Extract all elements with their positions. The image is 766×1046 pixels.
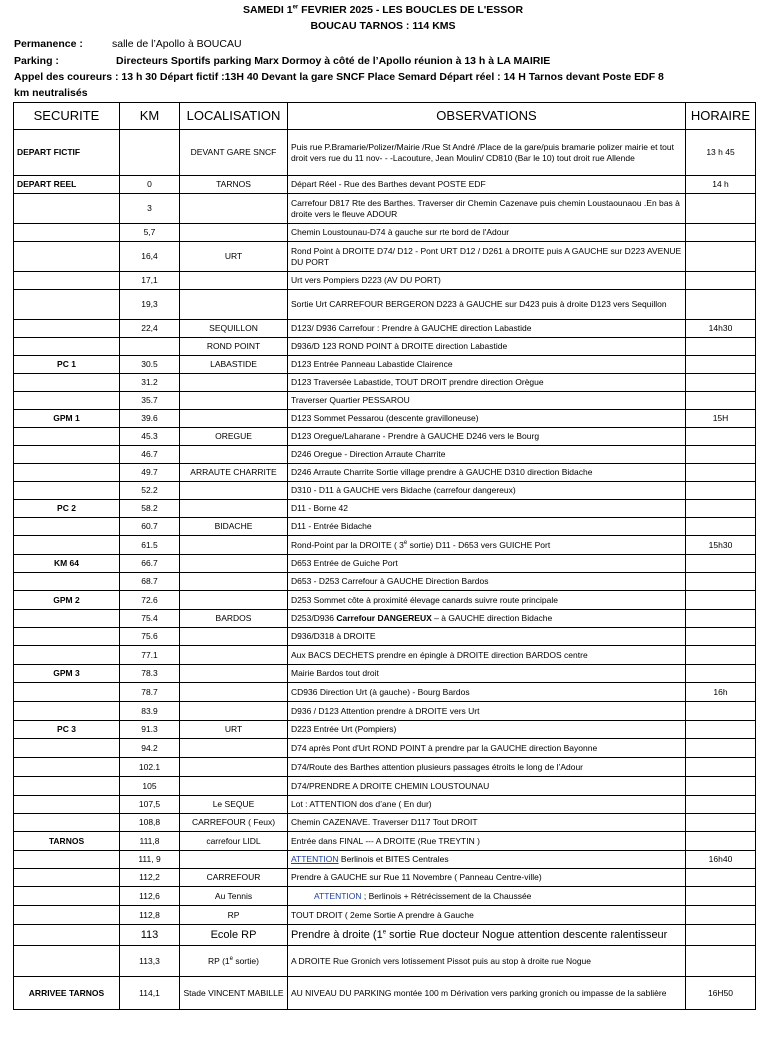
km-cell: 105 [120, 777, 180, 796]
securite-cell [14, 573, 120, 591]
securite-cell [14, 851, 120, 869]
table-row [14, 739, 756, 758]
observations-cell: D74/PRENDRE A DROITE CHEMIN LOUSTOUNAU [288, 777, 686, 796]
table-row [14, 320, 756, 338]
table-row [14, 628, 756, 646]
securite-cell [14, 224, 120, 242]
securite-cell [14, 628, 120, 646]
securite-cell [14, 869, 120, 887]
table-row [14, 374, 756, 392]
securite-cell [14, 464, 120, 482]
observations-cell [288, 536, 686, 555]
observation-text: – à GAUCHE direction Bidache [431, 613, 553, 624]
localisation-cell: ROND POINT [180, 338, 288, 356]
observation-text: Prendre à droite (1 [291, 928, 383, 941]
km-cell: 5,7 [120, 224, 180, 242]
securite-cell [14, 739, 120, 758]
observations-cell: Mairie Bardos tout droit [288, 665, 686, 683]
horaire-cell [686, 194, 756, 224]
observation-text: sortie) D11 - D653 vers GUICHE Port [407, 539, 551, 550]
horaire-cell [686, 242, 756, 272]
km-cell [120, 338, 180, 356]
horaire-cell [686, 906, 756, 925]
observations-cell: D123/ D936 Carrefour : Prendre à GAUCHE direction Labastide [288, 320, 686, 338]
table-header-row [14, 103, 756, 130]
table-row [14, 851, 756, 869]
securite-cell [14, 392, 120, 410]
observations-cell: D123 Traversée Labastide, TOUT DROIT prendre direction Orègue [288, 374, 686, 392]
horaire-cell [686, 446, 756, 464]
observations-cell: D936/D318 à DROITE [288, 628, 686, 646]
localisation-cell [180, 777, 288, 796]
km-cell: 31.2 [120, 374, 180, 392]
table-body [14, 130, 756, 1010]
km-cell: 61.5 [120, 536, 180, 555]
localisation-cell [180, 573, 288, 591]
observations-cell: D246 Oregue - Direction Arraute Charrite [288, 446, 686, 464]
appel-line: Appel des coureurs : 13 h 30 Départ fictif :13H 40 Devant la gare SNCF Place Semard Départ réel : 14 H Tarnos devant Poste EDF 8 [14, 71, 664, 83]
localisation-text: sortie) [232, 955, 259, 966]
securite-cell: GPM 2 [14, 591, 120, 610]
horaire-cell [686, 777, 756, 796]
localisation-cell: BARDOS [180, 610, 288, 628]
observations-cell [288, 851, 686, 869]
horaire-cell [686, 518, 756, 536]
horaire-cell [686, 591, 756, 610]
localisation-cell [180, 739, 288, 758]
ordinal-suffix: e [403, 539, 408, 546]
observations-cell: D653 - D253 Carrefour à GAUCHE Direction Bardos [288, 573, 686, 591]
localisation-cell [180, 410, 288, 428]
table-row [14, 272, 756, 290]
km-cell: 113,3 [120, 946, 180, 977]
table-row [14, 536, 756, 555]
observations-cell: D936 / D123 Attention prendre à DROITE vers Urt [288, 702, 686, 721]
km-cell: 3 [120, 194, 180, 224]
localisation-cell [180, 392, 288, 410]
horaire-cell [686, 464, 756, 482]
observations-cell: Puis rue P.Bramarie/Polizer/Mairie /Rue St André /Place de la gare/puis bramarie polizer mairie et tout droit vers rue du 11 nov- - -Lacouture, Jean Moulin/ CD810 (Bar le 10) tout droit rue Allende [288, 130, 686, 176]
table-row [14, 777, 756, 796]
securite-cell [14, 446, 120, 464]
horaire-cell [686, 272, 756, 290]
observation-text: sortie Rue docteur Nogue attention descente ralentisseur [386, 928, 668, 941]
km-cell: 75.4 [120, 610, 180, 628]
localisation-cell: Ecole RP [180, 925, 288, 946]
horaire-cell [686, 573, 756, 591]
localisation-cell: URT [180, 721, 288, 739]
horaire-cell: 16h40 [686, 851, 756, 869]
km-cell: 112,6 [120, 887, 180, 906]
horaire-cell [686, 610, 756, 628]
observations-cell: D253 Sommet côte à proximité élevage canards suivre route principale [288, 591, 686, 610]
observation-text: Rond-Point par la DROITE ( 3 [291, 539, 404, 550]
observations-cell: D11 - Borne 42 [288, 500, 686, 518]
securite-cell: PC 3 [14, 721, 120, 739]
permanence-label: Permanence : [14, 38, 83, 50]
km-cell: 45.3 [120, 428, 180, 446]
horaire-cell: 15h30 [686, 536, 756, 555]
horaire-cell [686, 374, 756, 392]
km-cell: 0 [120, 176, 180, 194]
permanence-line [14, 38, 242, 50]
table-row [14, 814, 756, 832]
observations-cell: Entrée dans FINAL --- A DROITE (Rue TREYTIN ) [288, 832, 686, 851]
localisation-cell: Au Tennis [180, 887, 288, 906]
km-cell: 35.7 [120, 392, 180, 410]
observations-cell [288, 925, 686, 946]
observation-text: ; Berlinois + Rétrécissement de la Chaussée [361, 890, 532, 901]
km-cell: 75.6 [120, 628, 180, 646]
localisation-cell: ARRAUTE CHARRITE [180, 464, 288, 482]
observations-cell: AU NIVEAU DU PARKING montée 100 m Dérivation vers parking gronich ou impasse de la sablière [288, 977, 686, 1010]
permanence-value: salle de l’Apollo à BOUCAU [112, 38, 242, 50]
table-row [14, 758, 756, 777]
localisation-cell [180, 555, 288, 573]
km-cell: 114,1 [120, 977, 180, 1010]
horaire-cell [686, 290, 756, 320]
observations-cell: D653 Entrée de Guiche Port [288, 555, 686, 573]
horaire-cell [686, 702, 756, 721]
km-cell: 78.7 [120, 683, 180, 702]
table-row [14, 906, 756, 925]
km-cell: 68.7 [120, 573, 180, 591]
horaire-cell [686, 392, 756, 410]
securite-cell [14, 320, 120, 338]
localisation-cell [180, 946, 288, 977]
table-row [14, 610, 756, 628]
observations-cell [288, 610, 686, 628]
securite-cell [14, 482, 120, 500]
km-cell: 94.2 [120, 739, 180, 758]
observations-cell: D123 Sommet Pessarou (descente gravilloneuse) [288, 410, 686, 428]
localisation-cell: RP [180, 906, 288, 925]
observations-cell: Lot : ATTENTION dos d’ane ( En dur) [288, 796, 686, 814]
header-observations: OBSERVATIONS [288, 103, 686, 130]
observations-cell: D74 après Pont d'Urt ROND POINT à prendre par la GAUCHE direction Bayonne [288, 739, 686, 758]
km-cell: 111,8 [120, 832, 180, 851]
securite-cell [14, 777, 120, 796]
horaire-cell [686, 721, 756, 739]
localisation-cell [180, 591, 288, 610]
table-row [14, 356, 756, 374]
localisation-text: RP (1 [208, 955, 230, 966]
securite-cell [14, 702, 120, 721]
horaire-cell: 13 h 45 [686, 130, 756, 176]
horaire-cell [686, 356, 756, 374]
horaire-cell: 15H [686, 410, 756, 428]
table-row [14, 946, 756, 977]
securite-cell [14, 518, 120, 536]
km-cell: 17,1 [120, 272, 180, 290]
observations-cell: Sortie Urt CARREFOUR BERGERON D223 à GAUCHE sur D423 puis à droite D123 vers Sequillon [288, 290, 686, 320]
km-cell: 52.2 [120, 482, 180, 500]
localisation-cell [180, 628, 288, 646]
horaire-cell [686, 796, 756, 814]
localisation-cell: OREGUE [180, 428, 288, 446]
observations-cell: Urt vers Pompiers D223 (AV DU PORT) [288, 272, 686, 290]
localisation-cell: CARREFOUR ( Feux) [180, 814, 288, 832]
km-cell: 78.3 [120, 665, 180, 683]
horaire-cell: 14 h [686, 176, 756, 194]
parking-label: Parking : [14, 55, 59, 67]
localisation-cell [180, 536, 288, 555]
km-cell: 66.7 [120, 555, 180, 573]
km-cell: 112,2 [120, 869, 180, 887]
securite-cell [14, 683, 120, 702]
localisation-cell [180, 851, 288, 869]
observations-cell: Chemin CAZENAVE. Traverser D117 Tout DROIT [288, 814, 686, 832]
table-row [14, 683, 756, 702]
horaire-cell [686, 428, 756, 446]
horaire-cell: 14h30 [686, 320, 756, 338]
km-cell: 49.7 [120, 464, 180, 482]
horaire-cell [686, 869, 756, 887]
securite-cell [14, 796, 120, 814]
securite-cell [14, 374, 120, 392]
header-horaire: HORAIRE [686, 103, 756, 130]
table-row [14, 925, 756, 946]
km-cell: 113 [120, 925, 180, 946]
km-cell: 112,8 [120, 906, 180, 925]
table-row [14, 796, 756, 814]
horaire-cell [686, 646, 756, 665]
observations-cell: D310 - D11 à GAUCHE vers Bidache (carrefour dangereux) [288, 482, 686, 500]
horaire-cell [686, 338, 756, 356]
km-cell: 30.5 [120, 356, 180, 374]
table-row [14, 646, 756, 665]
observations-cell: D246 Arraute Charrite Sortie village prendre à GAUCHE D310 direction Bidache [288, 464, 686, 482]
observations-cell: D123 Entrée Panneau Labastide Clairence [288, 356, 686, 374]
page-subtitle: BOUCAU TARNOS : 114 KMS [310, 20, 456, 32]
localisation-cell [180, 290, 288, 320]
km-cell: 46.7 [120, 446, 180, 464]
table-row [14, 242, 756, 272]
table-row [14, 887, 756, 906]
observation-text: Berlinois et BITES Centrales [338, 854, 449, 865]
localisation-cell: carrefour LIDL [180, 832, 288, 851]
localisation-cell [180, 224, 288, 242]
km-cell: 19,3 [120, 290, 180, 320]
km-cell: 91.3 [120, 721, 180, 739]
securite-cell [14, 338, 120, 356]
table-row [14, 702, 756, 721]
localisation-cell: Stade VINCENT MABILLE [180, 977, 288, 1010]
securite-cell [14, 814, 120, 832]
localisation-cell [180, 702, 288, 721]
securite-cell: ARRIVEE TARNOS [14, 977, 120, 1010]
horaire-cell [686, 758, 756, 777]
km-cell: 22,4 [120, 320, 180, 338]
table-row [14, 338, 756, 356]
observations-cell: Aux BACS DECHETS prendre en épingle à DROITE direction BARDOS centre [288, 646, 686, 665]
observations-cell: D223 Entrée Urt (Pompiers) [288, 721, 686, 739]
header-km: KM [120, 103, 180, 130]
table-row [14, 410, 756, 428]
observations-cell: Traverser Quartier PESSAROU [288, 392, 686, 410]
horaire-cell [686, 628, 756, 646]
observations-cell: A DROITE Rue Gronich vers lotissement Pissot puis au stop à droite rue Nogue [288, 946, 686, 977]
km-cell: 16,4 [120, 242, 180, 272]
table-row [14, 194, 756, 224]
localisation-cell [180, 500, 288, 518]
securite-cell [14, 610, 120, 628]
localisation-cell [180, 272, 288, 290]
table-row [14, 721, 756, 739]
table-row [14, 446, 756, 464]
localisation-cell: CARREFOUR [180, 869, 288, 887]
observations-cell: Départ Réel - Rue des Barthes devant POSTE EDF [288, 176, 686, 194]
localisation-cell [180, 374, 288, 392]
km-cell [120, 130, 180, 176]
parking-value: Directeurs Sportifs parking Marx Dormoy à côté de l’Apollo réunion à 13 h à LA MAIRIE [116, 55, 551, 67]
securite-cell: PC 1 [14, 356, 120, 374]
page-title: SAMEDI 1er FEVRIER 2025 - LES BOUCLES DE L'ESSOR [242, 4, 524, 16]
observations-cell [288, 887, 686, 906]
attention-text: ATTENTION [314, 890, 362, 901]
horaire-cell [686, 500, 756, 518]
securite-cell [14, 887, 120, 906]
km-cell: 72.6 [120, 591, 180, 610]
securite-cell: DEPART REEL [14, 176, 120, 194]
table-row [14, 130, 756, 176]
localisation-cell [180, 646, 288, 665]
localisation-cell: Le SEQUE [180, 796, 288, 814]
km-cell: 60.7 [120, 518, 180, 536]
securite-cell [14, 428, 120, 446]
securite-cell: TARNOS [14, 832, 120, 851]
horaire-cell [686, 224, 756, 242]
localisation-cell [180, 194, 288, 224]
table-row [14, 428, 756, 446]
observations-cell: D74/Route des Barthes attention plusieurs passages étroits le long de l’Adour [288, 758, 686, 777]
localisation-cell [180, 758, 288, 777]
danger-text: Carrefour DANGEREUX [336, 613, 432, 624]
securite-cell [14, 946, 120, 977]
securite-cell: PC 2 [14, 500, 120, 518]
securite-cell: DEPART FICTIF [14, 130, 120, 176]
observations-cell: CD936 Direction Urt (à gauche) - Bourg Bardos [288, 683, 686, 702]
horaire-cell: 16H50 [686, 977, 756, 1010]
table-row [14, 832, 756, 851]
horaire-cell [686, 739, 756, 758]
localisation-cell: URT [180, 242, 288, 272]
ordinal-suffix: e [382, 929, 387, 936]
km-cell: 107,5 [120, 796, 180, 814]
km-cell: 111, 9 [120, 851, 180, 869]
observations-cell: Carrefour D817 Rte des Barthes. Traverser dir Chemin Cazenave puis chemin Loustaounaou .En bas à droite vers le fleuve ADOUR [288, 194, 686, 224]
km-cell: 108,8 [120, 814, 180, 832]
observation-text: D253/D936 [291, 613, 337, 624]
horaire-cell [686, 887, 756, 906]
horaire-cell [686, 946, 756, 977]
observations-cell: D936/D 123 ROND POINT à DROITE direction Labastide [288, 338, 686, 356]
header-securite: SECURITE [14, 103, 120, 130]
table-row [14, 977, 756, 1010]
table-row [14, 555, 756, 573]
table-row [14, 392, 756, 410]
horaire-cell [686, 832, 756, 851]
localisation-cell [180, 665, 288, 683]
observations-cell: Rond Point à DROITE D74/ D12 - Pont URT D12 / D261 à DROITE puis A GAUCHE sur D223 AVENUE DU PORT [288, 242, 686, 272]
observations-cell: Prendre à GAUCHE sur Rue 11 Novembre ( Panneau Centre-ville) [288, 869, 686, 887]
table-row [14, 500, 756, 518]
localisation-cell: BIDACHE [180, 518, 288, 536]
localisation-cell: DEVANT GARE SNCF [180, 130, 288, 176]
horaire-cell [686, 482, 756, 500]
securite-cell [14, 272, 120, 290]
securite-cell [14, 536, 120, 555]
horaire-cell [686, 555, 756, 573]
horaire-cell [686, 925, 756, 946]
observations-cell: D11 - Entrée Bidache [288, 518, 686, 536]
observations-cell: Chemin Loustounau-D74 à gauche sur rte bord de l'Adour [288, 224, 686, 242]
km-cell: 102.1 [120, 758, 180, 777]
table-row [14, 176, 756, 194]
securite-cell: KM 64 [14, 555, 120, 573]
km-cell: 39.6 [120, 410, 180, 428]
table-row [14, 591, 756, 610]
table-row [14, 518, 756, 536]
securite-cell [14, 906, 120, 925]
horaire-cell [686, 814, 756, 832]
observations-cell: TOUT DROIT ( 2eme Sortie A prendre à Gauche [288, 906, 686, 925]
parking-line [14, 55, 551, 67]
table-row [14, 290, 756, 320]
securite-cell [14, 194, 120, 224]
securite-cell [14, 242, 120, 272]
table-row [14, 573, 756, 591]
table-row [14, 224, 756, 242]
localisation-cell: LABASTIDE [180, 356, 288, 374]
km-cell: 83.9 [120, 702, 180, 721]
neutralises-line: km neutralisés [14, 87, 88, 99]
itinerary-table [13, 102, 756, 1010]
header-localisation: LOCALISATION [180, 103, 288, 130]
localisation-cell: TARNOS [180, 176, 288, 194]
horaire-cell: 16h [686, 683, 756, 702]
table-row [14, 464, 756, 482]
securite-cell: GPM 1 [14, 410, 120, 428]
localisation-cell [180, 482, 288, 500]
localisation-cell: SEQUILLON [180, 320, 288, 338]
km-cell: 58.2 [120, 500, 180, 518]
securite-cell [14, 758, 120, 777]
attention-link[interactable]: ATTENTION [291, 854, 339, 865]
horaire-cell [686, 665, 756, 683]
table-row [14, 665, 756, 683]
table-row [14, 869, 756, 887]
table-row [14, 482, 756, 500]
km-cell: 77.1 [120, 646, 180, 665]
localisation-cell [180, 683, 288, 702]
observations-cell: D123 Oregue/Laharane - Prendre à GAUCHE D246 vers le Bourg [288, 428, 686, 446]
securite-cell [14, 925, 120, 946]
securite-cell [14, 646, 120, 665]
ordinal-suffix: e [229, 955, 233, 962]
securite-cell [14, 290, 120, 320]
localisation-cell [180, 446, 288, 464]
securite-cell: GPM 3 [14, 665, 120, 683]
